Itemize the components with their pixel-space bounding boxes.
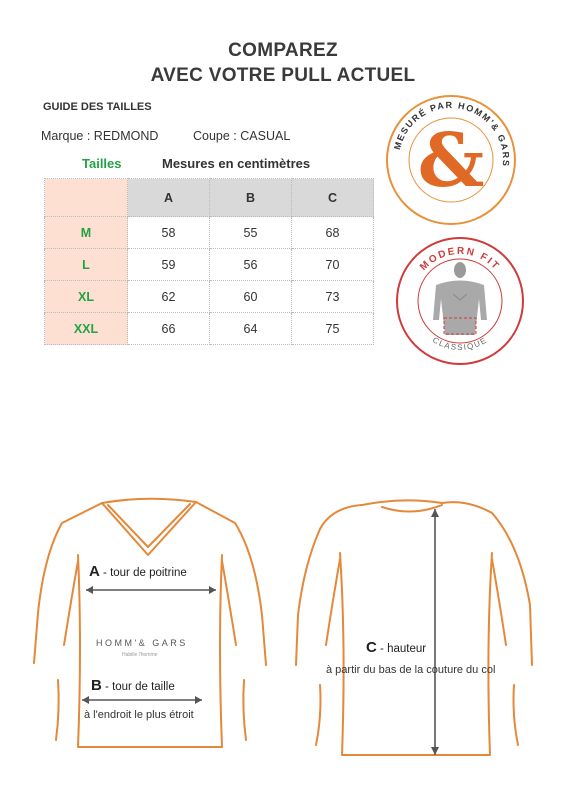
arrow-down-icon (431, 747, 439, 755)
chest-label: A - tour de poitrine (89, 563, 187, 580)
header-corner-cell (45, 179, 128, 217)
value-cell-c: 70 (292, 249, 374, 281)
arrow-right-icon (209, 586, 216, 594)
value-cell-a: 66 (128, 313, 210, 345)
column-header-b: B (210, 179, 292, 217)
value-cell-b: 56 (210, 249, 292, 281)
table-row (45, 249, 374, 281)
size-table (44, 178, 374, 345)
value-cell-b: 60 (210, 281, 292, 313)
modern-fit-badge (395, 236, 525, 366)
guide-label: GUIDE DES TAILLES (43, 101, 152, 113)
column-header-c: C (292, 179, 374, 217)
value-cell-c: 73 (292, 281, 374, 313)
waist-note: à l'endroit le plus étroit (84, 709, 194, 721)
table-row (45, 281, 374, 313)
arrow-right-icon (195, 696, 202, 704)
table-header-row (45, 179, 374, 217)
arrow-left-icon (86, 586, 93, 594)
front-sweater-sketch (30, 495, 270, 765)
brand-logo-tagline: Habille l'homme (122, 652, 158, 658)
back-sweater-outline (296, 500, 532, 755)
value-cell-b: 64 (210, 313, 292, 345)
size-cell: XXL (45, 313, 128, 345)
column-header-a: A (128, 179, 210, 217)
badge-ring-text: MESURÉ PAR HOMM'& GARS (392, 99, 512, 168)
height-note: à partir du bas de la couture du col (326, 664, 496, 676)
value-cell-b: 55 (210, 217, 292, 249)
badge-bottom-text: CLASSIQUE (431, 335, 489, 353)
brand-logo: HOMM'& GARS (96, 638, 188, 648)
page-title-line1: COMPAREZ (228, 40, 338, 61)
value-cell-c: 75 (292, 313, 374, 345)
brand-label: Marque : REDMOND (41, 129, 159, 143)
value-cell-c: 68 (292, 217, 374, 249)
cut-label: Coupe : CASUAL (193, 129, 291, 143)
measured-by-badge (385, 94, 517, 226)
value-cell-a: 62 (128, 281, 210, 313)
size-cell: M (45, 217, 128, 249)
table-row (45, 313, 374, 345)
page-title-line2: AVEC VOTRE PULL ACTUEL (150, 65, 416, 86)
arrow-left-icon (82, 696, 89, 704)
arrow-up-icon (431, 509, 439, 517)
size-cell: L (45, 249, 128, 281)
sizes-header: Tailles (82, 156, 122, 171)
back-sweater-sketch (292, 495, 538, 770)
value-cell-a: 58 (128, 217, 210, 249)
ampersand-icon: & (417, 118, 485, 204)
measures-header: Mesures en centimètres (162, 156, 311, 171)
value-cell-a: 59 (128, 249, 210, 281)
size-cell: XL (45, 281, 128, 313)
height-label: C - hauteur (366, 639, 427, 656)
badge-top-text: MODERN FIT (418, 245, 502, 273)
table-row (45, 217, 374, 249)
waist-label: B - tour de taille (91, 677, 175, 694)
